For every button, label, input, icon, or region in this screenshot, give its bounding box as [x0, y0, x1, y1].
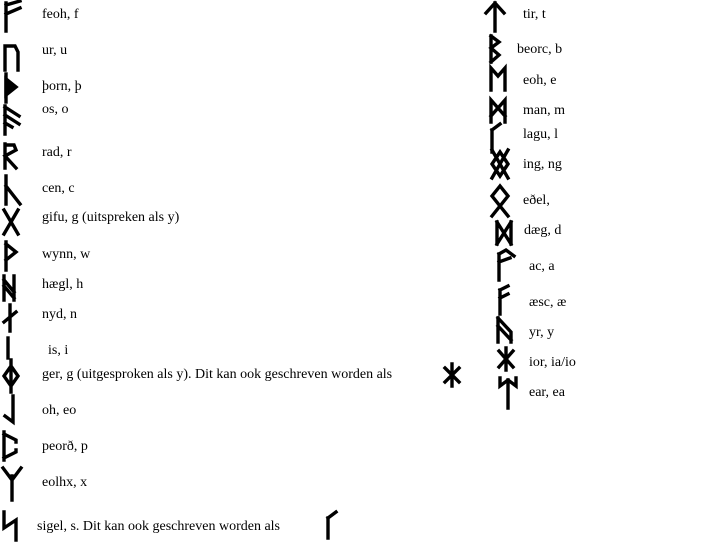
- rune-label-peorth: peorð, p: [42, 439, 88, 454]
- feoh-rune-icon: [2, 1, 24, 33]
- rune-label-sigel: sigel, s. Dit kan ook geschreven worden als: [37, 519, 280, 534]
- rune-label-gifu: gifu, g (uitspreken als y): [42, 210, 180, 225]
- rune-label-feoh: feoh, f: [42, 7, 79, 22]
- peorth-rune-icon: [1, 430, 23, 462]
- rune-label-eoh: eoh, e: [523, 73, 557, 88]
- rune-label-daeg: dæg, d: [524, 223, 562, 238]
- ior-rune-icon: [494, 346, 516, 378]
- rune-label-ear: ear, ea: [529, 385, 565, 400]
- rune-label-nyd: nyd, n: [42, 307, 77, 322]
- sigel-rune-icon: [1, 508, 23, 540]
- rune-label-is: is, i: [48, 343, 69, 358]
- ear-rune-icon: [496, 376, 518, 408]
- rune-label-cen: cen, c: [42, 181, 75, 196]
- ac-rune-icon: [494, 250, 516, 282]
- rune-label-yr: yr, y: [529, 325, 555, 340]
- sigel-alternate-rune-icon: [322, 508, 344, 540]
- rune-label-haegl: hægl, h: [42, 277, 84, 292]
- rune-label-ethel: eðel,: [523, 193, 550, 208]
- thorn-rune-icon: [2, 72, 24, 104]
- rune-label-ac: ac, a: [529, 259, 555, 274]
- ger-rune-icon: [1, 360, 23, 392]
- rune-label-oh: oh, eo: [42, 403, 77, 418]
- rune-label-thorn: þorn, þ: [42, 79, 82, 94]
- rune-label-man: man, m: [523, 103, 565, 118]
- haegl-rune-icon: [2, 272, 24, 304]
- eoh-rune-icon: [488, 62, 510, 94]
- rune-label-ur: ur, u: [42, 43, 68, 58]
- daeg-rune-icon: [494, 216, 516, 248]
- rune-label-aesc: æsc, æ: [529, 295, 567, 310]
- rune-label-wynn: wynn, w: [42, 247, 91, 262]
- gifu-rune-icon: [2, 206, 24, 238]
- oh-rune-icon: [1, 396, 23, 428]
- rune-label-rad: rad, r: [42, 145, 72, 160]
- eolhx-rune-icon: [1, 468, 23, 500]
- rad-rune-icon: [2, 142, 24, 174]
- rune-label-ior: ior, ia/io: [529, 355, 576, 370]
- ur-rune-icon: [2, 42, 24, 74]
- ger-alternate-rune-icon: [442, 360, 464, 392]
- nyd-rune-icon: [2, 302, 24, 334]
- wynn-rune-icon: [2, 240, 24, 272]
- yr-rune-icon: [494, 314, 516, 346]
- rune-label-os: os, o: [42, 102, 69, 117]
- os-rune-icon: [2, 104, 24, 136]
- rune-label-ger: ger, g (uitgesproken als y). Dit kan ook geschreven worden als: [42, 367, 393, 382]
- ethel-rune-icon: [490, 184, 512, 216]
- rune-label-beorc: beorc, b: [517, 42, 563, 57]
- rune-label-eolhx: eolhx, x: [42, 475, 88, 490]
- rune-label-tir: tir, t: [523, 7, 546, 22]
- cen-rune-icon: [2, 174, 24, 206]
- ing-rune-icon: [490, 148, 512, 180]
- rune-label-lagu: lagu, l: [523, 127, 558, 142]
- rune-label-ing: ing, ng: [523, 157, 562, 172]
- tir-rune-icon: [484, 1, 506, 33]
